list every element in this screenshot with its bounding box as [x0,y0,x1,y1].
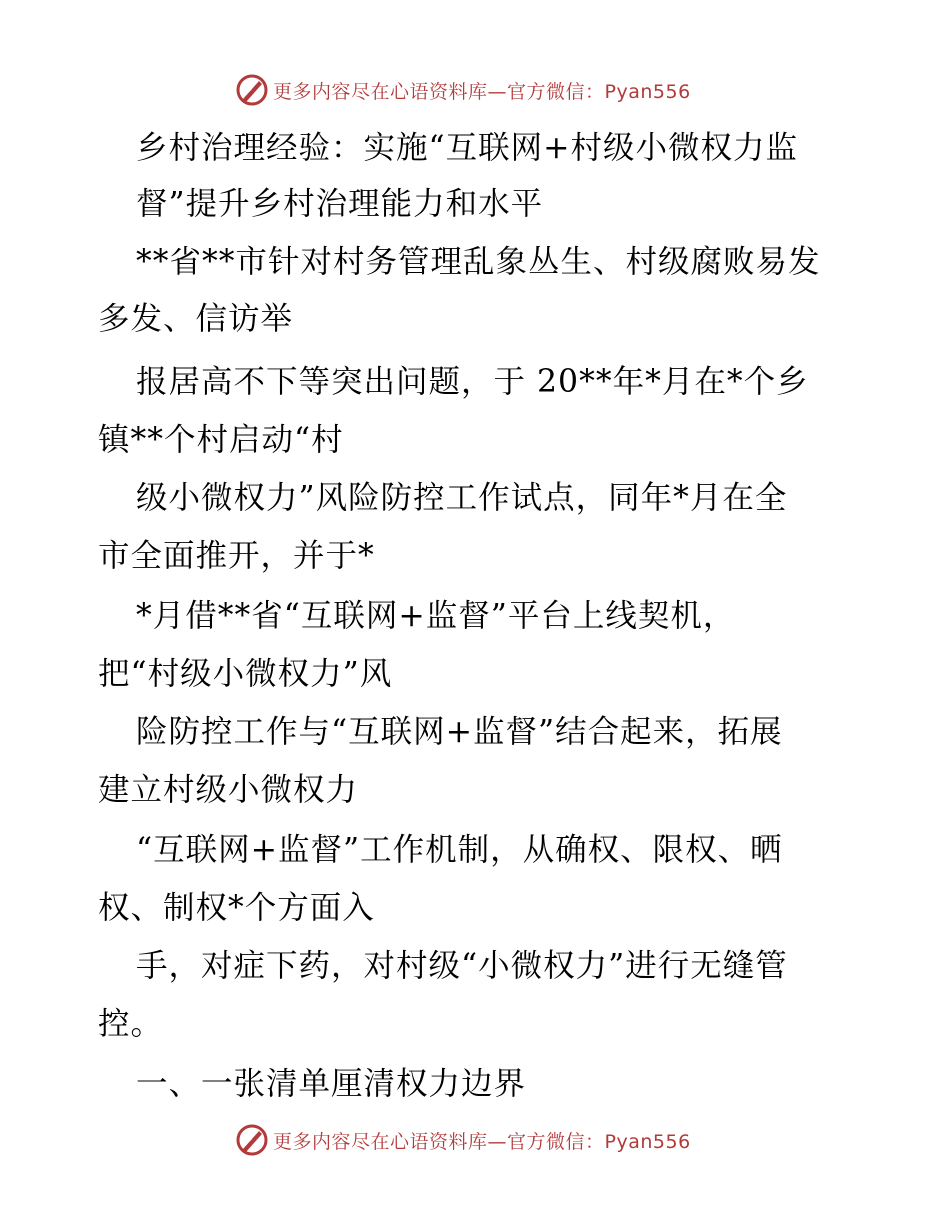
document-line: 镇**个村启动“村 [98,422,344,458]
header-banner [235,72,691,108]
document-line: 手，对症下药，对村级“小微权力”进行无缝管 [136,948,788,984]
footer-banner-text: 更多内容尽在心语资料库—官方微信：Pyan556 [273,1130,691,1153]
document-line: 市全面推开，并于* [98,538,375,574]
document-line: 乡村治理经验：实施“互联网+村级小微权力监 [136,130,798,166]
document-line: 多发、信访举 [98,301,294,337]
document-line: *月借**省“互联网+监督”平台上线契机， [136,598,736,634]
document-line: 控。 [98,1006,164,1042]
document-line: 建立村级小微权力 [98,772,359,808]
document-line: “互联网+监督”工作机制，从确权、限权、晒 [136,832,783,868]
document-line: 级小微权力”风险防控工作试点，同年*月在全 [136,480,788,516]
document-line: 险防控工作与“互联网+监督”结合起来，拓展 [136,714,783,750]
document-line: **省**市针对村务管理乱象丛生、村级腐败易发 [136,244,821,280]
document-line: 报居高不下等突出问题，于 20**年*月在*个乡 [136,364,809,400]
document-line: 督”提升乡村治理能力和水平 [136,186,544,222]
brand-logo-icon [235,73,269,107]
header-banner-text: 更多内容尽在心语资料库—官方微信：Pyan556 [273,80,691,103]
section-heading: 一、一张清单厘清权力边界 [136,1066,527,1102]
footer-banner [235,1122,691,1158]
brand-logo-icon [235,1123,269,1157]
document-line: 把“村级小微权力”风 [98,656,393,692]
document-line: 权、制权*个方面入 [98,890,375,926]
